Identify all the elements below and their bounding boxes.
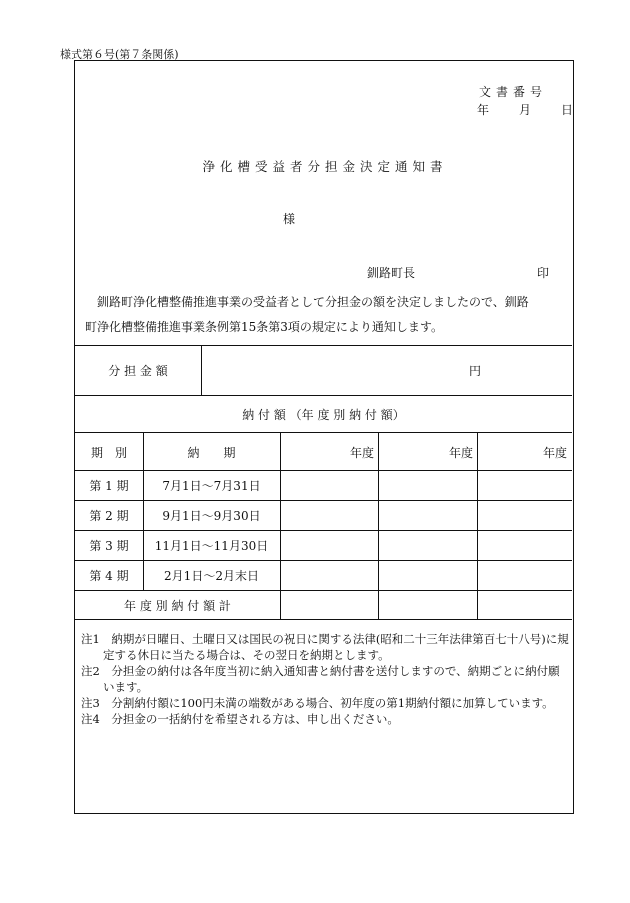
body-text: [85, 290, 569, 340]
date-month: 月: [519, 103, 532, 117]
date-year: 年: [477, 103, 490, 117]
row-due: 9月1日〜9月30日: [162, 509, 261, 523]
rule-row4-bottom: [75, 590, 572, 591]
row-period: 第 3 期: [89, 539, 129, 553]
rule-colhead-bottom: [75, 470, 572, 471]
rule-col-year2: [477, 432, 478, 619]
row-period: 第 2 期: [89, 509, 129, 523]
rule-header-bottom: [75, 432, 572, 433]
row-due: 7月1日〜7月31日: [162, 479, 261, 493]
note-item: 注1 納期が日曜日、土曜日又は国民の祝日に関する法律(昭和二十三年法律第百七十八号)に規定する休日に当たる場合は、その翌日を納期とします。: [81, 632, 569, 662]
payment-header: 納 付 額 （年 度 別 納 付 額）: [242, 408, 405, 422]
rule-amount-bottom: [75, 395, 572, 396]
issuer-name: 釧路町長: [367, 266, 416, 280]
rule-col-year1: [378, 432, 379, 619]
col-year-1: 年度: [349, 446, 374, 460]
row-period: 第 1 期: [89, 479, 129, 493]
rule-row1-bottom: [75, 500, 572, 501]
total-label: 年 度 別 納 付 額 計: [124, 599, 231, 613]
row-due: 2月1日〜2月末日: [164, 569, 259, 583]
row-due: 11月1日〜11月30日: [154, 539, 269, 553]
date-field: [477, 101, 573, 118]
col-year-3: 年度: [542, 446, 567, 460]
col-year-2: 年度: [448, 446, 473, 460]
form-title: 浄化槽受益者分担金決定通知書: [202, 159, 448, 174]
rule-row3-bottom: [75, 560, 572, 561]
form-number-label: 様式第６号(第７条関係): [60, 48, 179, 61]
note-item: 注4 分担金の一括納付を希望される方は、申し出ください。: [81, 712, 399, 726]
body-line-1: 釧路町浄化槽整備推進事業の受益者として分担金の額を決定しましたので、釧路: [97, 295, 529, 309]
notice-form: [74, 60, 574, 814]
rule-amount-top: [75, 345, 572, 346]
col-period-header: 期 別: [90, 446, 127, 460]
date-day: 日: [561, 103, 574, 117]
rule-total-bottom: [75, 619, 572, 620]
amount-unit: 円: [468, 364, 481, 378]
note-item: 注2 分担金の納付は各年度当初に納入通知書と納付書を送付しますので、納期ごとに納付願います。: [81, 664, 560, 694]
amount-label: 分 担 金 額: [108, 364, 168, 378]
body-line-2: 町浄化槽整備推進事業条例第15条第3項の規定により通知します。: [85, 320, 443, 334]
doc-number-label: 文書番号: [479, 85, 548, 99]
rule-amount-divider: [201, 345, 202, 395]
note-item: 注3 分割納付額に100円未満の端数がある場合、初年度の第1期納付額に加算しています。: [81, 696, 554, 710]
notes: [81, 631, 569, 727]
row-period: 第 4 期: [89, 569, 129, 583]
rule-row2-bottom: [75, 530, 572, 531]
addressee-suffix: 様: [283, 212, 296, 226]
rule-col-due: [280, 432, 281, 619]
col-due-header: 納 期: [187, 446, 236, 460]
seal-mark: 印: [537, 266, 550, 280]
